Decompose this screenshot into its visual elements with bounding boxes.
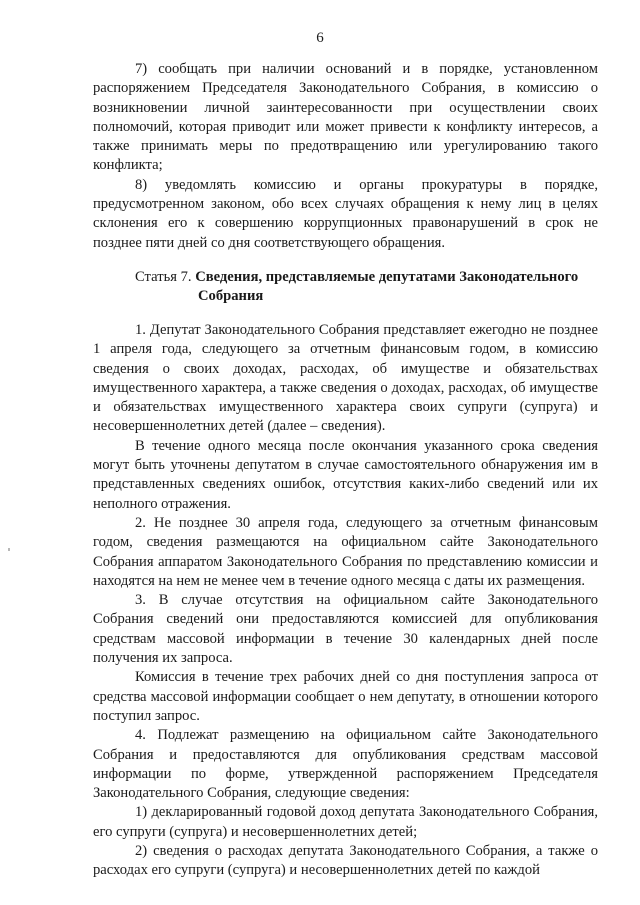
paragraph-item-7: 7) сообщать при наличии оснований и в порядке, установленном распоряжением Председателя Законодательного Собрания, в комиссию о возникновении личной заинтересованности при осуществлении своих полномочий, которая приводит или может привести к конфликту интересов, а также принимать меры по предотвращению или урегулированию такого конфликта; bbox=[93, 61, 598, 174]
paragraph-section-3-commission: Комиссия в течение трех рабочих дней со дня поступления запроса от средства массовой информации сообщает о нем депутату, в отношении которого поступил запрос. bbox=[93, 669, 598, 724]
paragraph-section-4-item-2: 2) сведения о расходах депутата Законодательного Собрания, а также о расходах его супруги (супруга) и несовершеннолетних детей по каждой bbox=[93, 842, 598, 879]
paragraph-item-8: 8) уведомлять комиссию и органы прокуратуры в порядке, предусмотренном законом, обо всех случаях обращения к нему лиц в целях склонения его к совершению коррупционных правонарушений в срок не позднее пяти дней со дня соответствующего обращения. bbox=[93, 176, 598, 251]
document-body bbox=[93, 60, 598, 881]
paragraph-section-4: 4. Подлежат размещению на официальном сайте Законодательного Собрания и предоставляются для опубликования средствам массовой информации по форме, утвержденной распоряжением Председателя Законодательного Собрания, следующие сведения: bbox=[93, 727, 598, 802]
article-heading bbox=[93, 268, 598, 306]
article-title: Сведения, представляемые депутатами Законодательного bbox=[195, 268, 579, 285]
paragraph-section-4-item-1: 1) декларированный годовой доход депутата Законодательного Собрания, его супруги (супруга) и несовершеннолетних детей; bbox=[93, 804, 598, 840]
paragraph-section-1: 1. Депутат Законодательного Собрания представляет ежегодно не позднее 1 апреля года, следующего за отчетным финансовым годом, в комиссию сведения о своих доходах, расходах, об имуществе и обязательствах имущественного характера, а также сведения о доходах, расходах, об имуществе и обязательствах имущественного характера своих супруги (супруга) и несовершеннолетних детей (далее – сведения). bbox=[93, 321, 598, 435]
paragraph-section-3: 3. В случае отсутствия на официальном сайте Законодательного Собрания сведений они предоставляются комиссией для опубликования средствам массовой информации в течение 30 календарных дней после получения их запроса. bbox=[93, 592, 598, 667]
paragraph-section-1-clarification: В течение одного месяца после окончания указанного срока сведения могут быть уточнены депутатом в случае самостоятельного обнаружения им в представленных сведениях ошибок, отсутствия каких-либо сведений или их неполного отражения. bbox=[93, 437, 598, 512]
article-title-continuation: Собрания bbox=[198, 287, 264, 304]
article-label: Статья 7. bbox=[135, 268, 192, 285]
margin-mark bbox=[8, 548, 10, 551]
paragraph-section-2: 2. Не позднее 30 апреля года, следующего за отчетным финансовым годом, сведения размещаются на официальном сайте Законодательного Собрания аппаратом Законодательного Собрания по представлению комиссии и находятся на нем не менее чем в течение одного месяца с даты их размещения. bbox=[93, 514, 598, 589]
page-number: 6 bbox=[316, 30, 324, 46]
